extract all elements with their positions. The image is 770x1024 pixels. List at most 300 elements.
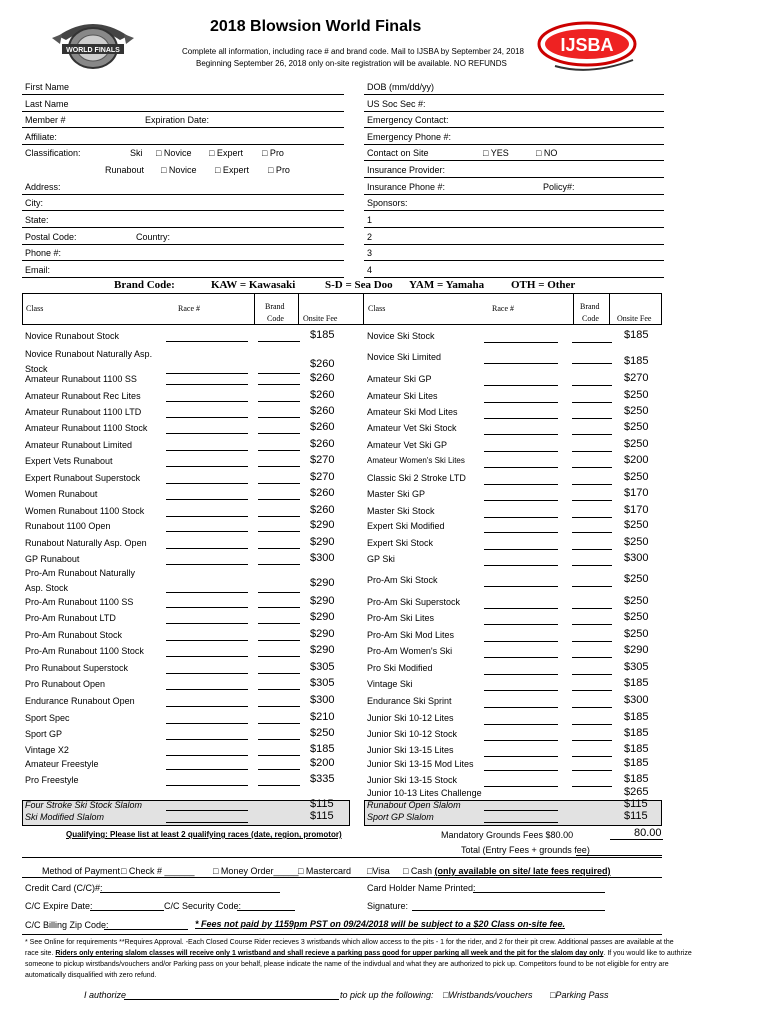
left-class-fee-3: $260: [310, 389, 335, 401]
right-brand-field-22[interactable]: [572, 724, 612, 725]
left-class-fee-24: $185: [310, 743, 335, 755]
ijsba-logo-text: IJSBA: [560, 35, 614, 55]
note-line-2: race site. Riders only entering slalom classes will receive only 1 wristband and shall recieve a parking pass good for upper parking all week and the pit for the slalom day only. If you would like to authrize: [25, 950, 692, 957]
right-race-field-18[interactable]: [484, 657, 558, 658]
right-brand-field-13[interactable]: [572, 565, 612, 566]
left-race-field-20[interactable]: [166, 689, 248, 690]
runabout-pro-checkbox[interactable]: □ Pro: [268, 165, 290, 175]
slalom-left-fee-0: $115: [310, 798, 334, 810]
right-class-fee-9: $170: [624, 487, 649, 499]
personal-left-label-1: Last Name: [25, 99, 69, 109]
right-brand-field-25[interactable]: [572, 770, 612, 771]
personal-left-field-8[interactable]: [22, 227, 344, 228]
left-fee-header: Onsite Fee: [303, 314, 338, 323]
personal-right-field-6[interactable]: [364, 194, 664, 195]
left-code-header: Code: [267, 314, 284, 323]
right-brand-field-5[interactable]: [572, 434, 612, 435]
right-class-fee-7: $200: [624, 454, 649, 466]
right-class-name-5: Amateur Vet Ski Stock: [367, 423, 457, 433]
personal-right-label-5: Insurance Provider:: [367, 165, 446, 175]
slalom-left-race-field-1[interactable]: [166, 822, 248, 823]
right-race-header: Race #: [492, 304, 514, 313]
right-class-fee-0: $185: [624, 329, 649, 341]
right-race-field-22[interactable]: [484, 724, 558, 725]
personal-right-field-8[interactable]: [364, 227, 664, 228]
instruction-line-1: Complete all information, including race # and brand code. Mail to IJSBA by September 24, 2018: [182, 47, 524, 56]
left-race-field-26[interactable]: [166, 785, 248, 786]
personal-left-label-6: Address:: [25, 182, 61, 192]
personal-left-field-0[interactable]: [22, 94, 344, 95]
left-class-fee-8: $270: [310, 471, 335, 483]
right-brand-field-11[interactable]: [572, 532, 612, 533]
personal-left-label-4: Classification:: [25, 148, 81, 158]
right-race-field-20[interactable]: [484, 690, 558, 691]
right-class-fee-27: $265: [624, 786, 649, 798]
country-label: Country:: [136, 232, 171, 242]
right-brand-field-1[interactable]: [572, 363, 612, 364]
left-race-field-7[interactable]: [166, 466, 248, 467]
left-brand-field-11[interactable]: [258, 531, 300, 532]
right-race-field-17[interactable]: [484, 641, 558, 642]
left-class-name-3: Amateur Runabout Rec Lites: [25, 391, 141, 401]
personal-right-field-7[interactable]: [364, 210, 664, 211]
personal-left-label-8: State:: [25, 215, 49, 225]
personal-right-field-10[interactable]: [364, 260, 664, 261]
right-brand-field-18[interactable]: [572, 657, 612, 658]
mandatory-fee-value: 80.00: [634, 827, 662, 839]
left-class-name-18: Pro-Am Runabout 1100 Stock: [25, 646, 144, 656]
left-race-field-12[interactable]: [166, 548, 248, 549]
right-class-fee-15: $250: [624, 595, 649, 607]
left-race-field-22[interactable]: [166, 723, 248, 724]
left-brand-field-8[interactable]: [258, 483, 300, 484]
right-brand-field-21[interactable]: [572, 707, 612, 708]
left-brand-field-26[interactable]: [258, 785, 300, 786]
left-race-field-17[interactable]: [166, 640, 248, 641]
right-race-field-3[interactable]: [484, 402, 558, 403]
left-race-field-2[interactable]: [166, 384, 248, 385]
authorize-name-field[interactable]: [124, 999, 339, 1000]
left-race-field-6[interactable]: [166, 450, 248, 451]
brand-code-seadoo: S-D = Sea Doo: [325, 279, 393, 291]
slalom-right-name-1: Sport GP Slalom: [367, 812, 434, 822]
left-class-name-9: Women Runabout: [25, 489, 98, 499]
left-class-fee-11: $290: [310, 519, 335, 531]
left-race-field-18[interactable]: [166, 656, 248, 657]
personal-left-field-7[interactable]: [22, 210, 344, 211]
left-class-name-1: Novice Runabout Naturally Asp. Stock: [25, 349, 153, 374]
right-race-field-13[interactable]: [484, 565, 558, 566]
right-race-field-7[interactable]: [484, 467, 558, 468]
right-class-name-16: Pro-Am Ski Lites: [367, 613, 435, 623]
left-race-field-0[interactable]: [166, 341, 248, 342]
left-brand-field-3[interactable]: [258, 401, 300, 402]
left-class-fee-14: $290: [310, 577, 335, 589]
right-race-field-6[interactable]: [484, 451, 558, 452]
left-race-field-14[interactable]: [166, 592, 248, 593]
money-order-option[interactable]: □ Money Order_____: [213, 866, 299, 876]
left-class-fee-22: $210: [310, 711, 335, 723]
left-brand-field-15[interactable]: [258, 607, 300, 608]
right-class-fee-18: $290: [624, 644, 649, 656]
left-class-fee-9: $260: [310, 487, 335, 499]
wristbands-option[interactable]: □Wristbands/vouchers: [443, 990, 533, 1000]
note-line-4: automatically disqualified with zero refund.: [25, 972, 157, 979]
authorize-label: I authorize: [84, 990, 127, 1000]
runabout-expert-checkbox[interactable]: □ Expert: [215, 165, 249, 175]
mandatory-fee-label: Mandatory Grounds Fees $80.00: [441, 830, 574, 840]
left-brand-field-17[interactable]: [258, 640, 300, 641]
left-class-name-19: Pro Runabout Superstock: [25, 663, 129, 673]
right-class-fee-4: $250: [624, 405, 649, 417]
right-brand-field-10[interactable]: [572, 517, 612, 518]
left-brand-field-6[interactable]: [258, 450, 300, 451]
ijsba-logo: [535, 20, 645, 72]
left-brand-field-5[interactable]: [258, 433, 300, 434]
right-race-field-10[interactable]: [484, 517, 558, 518]
left-class-name-12: Runabout Naturally Asp. Open: [25, 538, 147, 548]
personal-right-field-2[interactable]: [364, 127, 664, 128]
personal-right-field-11[interactable]: [364, 277, 664, 278]
right-brand-field-20[interactable]: [572, 690, 612, 691]
left-brand-field-1[interactable]: [258, 373, 300, 374]
total-field[interactable]: [576, 855, 662, 856]
left-class-fee-17: $290: [310, 628, 335, 640]
left-class-fee-23: $250: [310, 727, 335, 739]
personal-right-field-0[interactable]: [364, 94, 664, 95]
right-brand-field-2[interactable]: [572, 385, 612, 386]
cc-zip-field[interactable]: [104, 929, 188, 930]
left-brand-field-2[interactable]: [258, 384, 300, 385]
right-fee-header: Onsite Fee: [617, 314, 652, 323]
right-brand-field-14[interactable]: [572, 586, 612, 587]
left-race-field-15[interactable]: [166, 607, 248, 608]
right-brand-field-17[interactable]: [572, 641, 612, 642]
contact-yes-checkbox[interactable]: □ YES: [483, 148, 509, 158]
personal-left-label-0: First Name: [25, 82, 70, 92]
right-class-fee-5: $250: [624, 421, 649, 433]
left-brand-field-22[interactable]: [258, 723, 300, 724]
right-race-field-5[interactable]: [484, 434, 558, 435]
right-class-name-8: Classic Ski 2 Stroke LTD: [367, 473, 466, 483]
left-brand-field-14[interactable]: [258, 592, 300, 593]
left-race-field-3[interactable]: [166, 401, 248, 402]
right-class-name-18: Pro-Am Women's Ski: [367, 646, 453, 656]
credit-card-field[interactable]: [100, 892, 280, 893]
right-race-field-24[interactable]: [484, 756, 558, 757]
left-class-fee-1: $260: [310, 358, 335, 370]
right-brand-field-26[interactable]: [572, 786, 612, 787]
right-brand-field-3[interactable]: [572, 402, 612, 403]
check-option[interactable]: □ Check # ______: [121, 866, 195, 876]
right-race-field-16[interactable]: [484, 624, 558, 625]
cash-option[interactable]: [403, 866, 611, 876]
right-class-name-26: Junior Ski 13-15 Stock: [367, 775, 458, 785]
slalom-right-fee-1: $115: [624, 810, 648, 822]
left-race-field-19[interactable]: [166, 673, 248, 674]
right-class-header: Class: [368, 304, 386, 313]
personal-right-label-7: Sponsors:: [367, 198, 408, 208]
left-class-name-2: Amateur Runabout 1100 SS: [25, 374, 137, 384]
left-class-name-23: Sport GP: [25, 729, 63, 739]
right-class-name-14: Pro-Am Ski Stock: [367, 575, 438, 585]
left-class-name-20: Pro Runabout Open: [25, 679, 106, 689]
right-class-name-23: Junior Ski 10-12 Stock: [367, 729, 458, 739]
right-class-name-11: Expert Ski Modified: [367, 521, 445, 531]
right-race-field-25[interactable]: [484, 770, 558, 771]
personal-right-field-3[interactable]: [364, 144, 664, 145]
personal-right-field-4[interactable]: [364, 160, 664, 161]
right-race-field-1[interactable]: [484, 363, 558, 364]
ski-label: Ski: [130, 148, 143, 158]
right-race-field-11[interactable]: [484, 532, 558, 533]
right-class-fee-23: $185: [624, 727, 649, 739]
right-race-field-2[interactable]: [484, 385, 558, 386]
right-brand-field-16[interactable]: [572, 624, 612, 625]
right-class-fee-25: $185: [624, 757, 649, 769]
brand-code-yamaha: YAM = Yamaha: [409, 279, 485, 291]
expiration-date-label: Expiration Date:: [145, 115, 210, 125]
right-class-fee-21: $300: [624, 694, 649, 706]
left-race-field-25[interactable]: [166, 769, 248, 770]
personal-right-field-1[interactable]: [364, 111, 664, 112]
slalom-left-race-field-0[interactable]: [166, 810, 248, 811]
right-class-fee-22: $185: [624, 711, 649, 723]
world-finals-logo-text: WORLD FINALS: [66, 47, 120, 54]
left-race-field-9[interactable]: [166, 499, 248, 500]
left-race-field-24[interactable]: [166, 755, 248, 756]
left-race-field-10[interactable]: [166, 516, 248, 517]
qualifying-note: Qualifying: Please list at least 2 qualifying races (date, region, promotor): [66, 830, 342, 839]
right-brand-field-19[interactable]: [572, 674, 612, 675]
left-class-fee-16: $290: [310, 611, 335, 623]
left-brand-field-7[interactable]: [258, 466, 300, 467]
left-brand-field-13[interactable]: [258, 564, 300, 565]
mastercard-option[interactable]: □ Mastercard: [298, 866, 351, 876]
right-class-fee-2: $270: [624, 372, 649, 384]
right-class-fee-1: $185: [624, 355, 649, 367]
personal-left-field-11[interactable]: [22, 277, 344, 278]
left-class-name-11: Runabout 1100 Open: [25, 521, 111, 531]
left-class-fee-5: $260: [310, 421, 335, 433]
total-label: Total (Entry Fees + grounds fee): [461, 845, 590, 855]
left-brand-field-0[interactable]: [258, 341, 300, 342]
right-class-name-3: Amateur Ski Lites: [367, 391, 438, 401]
personal-left-field-9[interactable]: [22, 244, 344, 245]
left-class-name-24: Vintage X2: [25, 745, 69, 755]
right-race-field-12[interactable]: [484, 549, 558, 550]
left-race-field-8[interactable]: [166, 483, 248, 484]
left-class-name-8: Expert Runabout Superstock: [25, 473, 141, 483]
left-class-name-25: Amateur Freestyle: [25, 759, 99, 769]
right-brand-field-0[interactable]: [572, 342, 612, 343]
right-class-name-12: Expert Ski Stock: [367, 538, 434, 548]
right-race-field-21[interactable]: [484, 707, 558, 708]
slalom-right-race-field-0[interactable]: [484, 810, 558, 811]
left-class-fee-4: $260: [310, 405, 335, 417]
right-class-name-20: Vintage Ski: [367, 679, 413, 689]
ski-pro-checkbox[interactable]: □ Pro: [262, 148, 284, 158]
runabout-label: Runabout: [105, 165, 145, 175]
slalom-left-name-1: Ski Modified Slalom: [25, 812, 105, 822]
note-line-3: someone to pickup wirstbands/vouchers and/or Parking pass on your behalf, please indicate the name of the indivdual and what they are authorized to pick up. Competitors found to be not eligible for entry are: [25, 961, 669, 968]
left-brand-field-16[interactable]: [258, 623, 300, 624]
runabout-novice-checkbox[interactable]: □ Novice: [161, 165, 197, 175]
left-race-field-4[interactable]: [166, 417, 248, 418]
left-class-fee-25: $200: [310, 757, 335, 769]
left-class-name-14: Pro-Am Runabout Naturally Asp. Stock: [25, 568, 136, 593]
personal-right-label-3: Emergency Phone #:: [367, 132, 452, 142]
left-class-fee-21: $300: [310, 694, 335, 706]
right-class-fee-10: $170: [624, 504, 649, 516]
personal-left-label-11: Email:: [25, 265, 51, 275]
right-class-fee-24: $185: [624, 743, 649, 755]
left-class-fee-19: $305: [310, 661, 335, 673]
right-class-fee-13: $300: [624, 552, 649, 564]
cc-zip-label: C/C Billing Zip Code:: [25, 920, 109, 930]
left-brand-field-10[interactable]: [258, 516, 300, 517]
left-class-fee-12: $290: [310, 536, 335, 548]
slalom-right-fee-0: $115: [624, 798, 648, 810]
slalom-left-name-0: Four Stroke Ski Stock Slalom: [25, 800, 143, 810]
left-class-name-16: Pro-Am Runabout LTD: [25, 613, 116, 623]
left-brand-field-4[interactable]: [258, 417, 300, 418]
left-class-header: Class: [26, 304, 44, 313]
right-race-field-26[interactable]: [484, 786, 558, 787]
right-class-name-0: Novice Ski Stock: [367, 331, 435, 341]
personal-left-field-10[interactable]: [22, 260, 344, 261]
instruction-line-2: Beginning September 26, 2018 only on-site registration will be available. NO REFUNDS: [196, 59, 507, 68]
left-class-fee-26: $335: [310, 773, 335, 785]
right-brand-field-8[interactable]: [572, 484, 612, 485]
left-class-fee-15: $290: [310, 595, 335, 607]
left-class-name-10: Women Runabout 1100 Stock: [25, 506, 145, 516]
personal-left-field-3[interactable]: [22, 144, 344, 145]
cc-security-field[interactable]: [237, 910, 295, 911]
left-brand-field-19[interactable]: [258, 673, 300, 674]
left-brand-field-21[interactable]: [258, 706, 300, 707]
right-brand-field-4[interactable]: [572, 418, 612, 419]
left-brand-field-18[interactable]: [258, 656, 300, 657]
slalom-left-fee-1: $115: [310, 810, 334, 822]
personal-right-field-9[interactable]: [364, 244, 664, 245]
left-race-field-1[interactable]: [166, 373, 248, 374]
right-brand-field-15[interactable]: [572, 608, 612, 609]
right-class-fee-20: $185: [624, 677, 649, 689]
left-class-fee-7: $270: [310, 454, 335, 466]
left-race-field-13[interactable]: [166, 564, 248, 565]
left-class-name-6: Amateur Runabout Limited: [25, 440, 133, 450]
left-race-field-21[interactable]: [166, 706, 248, 707]
right-class-name-13: GP Ski: [367, 554, 395, 564]
card-holder-field[interactable]: [473, 892, 605, 893]
right-class-fee-17: $250: [624, 628, 649, 640]
left-brand-field-25[interactable]: [258, 769, 300, 770]
left-class-name-15: Pro-Am Runabout 1100 SS: [25, 597, 134, 607]
left-brand-field-9[interactable]: [258, 499, 300, 500]
right-race-field-19[interactable]: [484, 674, 558, 675]
left-class-name-21: Endurance Runabout Open: [25, 696, 135, 706]
left-brand-field-24[interactable]: [258, 755, 300, 756]
left-race-field-5[interactable]: [166, 433, 248, 434]
pickup-label: to pick up the following:: [340, 990, 434, 1000]
personal-right-label-11: 4: [367, 265, 373, 275]
left-brand-field-12[interactable]: [258, 548, 300, 549]
right-race-field-15[interactable]: [484, 608, 558, 609]
personal-left-field-2[interactable]: [22, 127, 344, 128]
right-class-name-6: Amateur Vet Ski GP: [367, 440, 448, 450]
left-class-fee-20: $305: [310, 677, 335, 689]
card-holder-label: Card Holder Name Printed:: [367, 883, 476, 893]
right-brand-field-6[interactable]: [572, 451, 612, 452]
left-race-header: Race #: [178, 304, 200, 313]
right-class-name-21: Endurance Ski Sprint: [367, 696, 452, 706]
slalom-right-race-field-1[interactable]: [484, 822, 558, 823]
left-brand-field-23[interactable]: [258, 739, 300, 740]
left-class-fee-6: $260: [310, 438, 335, 450]
right-brand-field-9[interactable]: [572, 500, 612, 501]
address-line-2[interactable]: [22, 194, 344, 195]
right-race-field-0[interactable]: [484, 342, 558, 343]
left-class-name-26: Pro Freestyle: [25, 775, 79, 785]
left-race-field-16[interactable]: [166, 623, 248, 624]
left-brand-field-20[interactable]: [258, 689, 300, 690]
brand-code-other: OTH = Other: [511, 279, 576, 291]
right-race-field-23[interactable]: [484, 740, 558, 741]
left-race-field-23[interactable]: [166, 739, 248, 740]
parking-pass-option[interactable]: □Parking Pass: [550, 990, 609, 1000]
right-class-name-19: Pro Ski Modified: [367, 663, 433, 673]
signature-field[interactable]: [412, 910, 605, 911]
right-class-fee-6: $250: [624, 438, 649, 450]
left-class-name-4: Amateur Runabout 1100 LTD: [25, 407, 142, 417]
personal-left-label-10: Phone #:: [25, 248, 62, 258]
right-class-fee-11: $250: [624, 519, 649, 531]
left-class-name-7: Expert Vets Runabout: [25, 456, 113, 466]
personal-left-field-1[interactable]: [22, 111, 344, 112]
ski-expert-checkbox[interactable]: □ Expert: [209, 148, 243, 158]
right-class-fee-3: $250: [624, 389, 649, 401]
contact-no-checkbox[interactable]: □ NO: [536, 148, 558, 158]
cc-expire-field[interactable]: [90, 910, 164, 911]
personal-left-label-7: City:: [25, 198, 43, 208]
right-brand-field-23[interactable]: [572, 740, 612, 741]
late-fee-note: * Fees not paid by 1159pm PST on 09/24/2018 will be subject to a $20 Class on-site fee.: [195, 919, 565, 929]
right-class-fee-14: $250: [624, 573, 649, 585]
right-brand-field-7[interactable]: [572, 467, 612, 468]
right-race-field-14[interactable]: [484, 586, 558, 587]
note-line-1: * See Online for requirements **Requires Approval. -Each Closed Course Rider recieves 3 wristbands which allow access to the pits - 1 for the rider, and 2 for their pit crew. Additional passes are available at the: [25, 939, 674, 946]
right-class-name-24: Junior Ski 13-15 Lites: [367, 745, 454, 755]
right-class-name-25: Junior Ski 13-15 Mod Lites: [367, 759, 474, 769]
cash-note: (only available on site/ late fees required): [434, 866, 611, 876]
right-race-field-8[interactable]: [484, 484, 558, 485]
right-class-name-17: Pro-Am Ski Mod Lites: [367, 630, 455, 640]
cc-expire-label: C/C Expire Date:: [25, 901, 93, 911]
right-class-name-15: Pro-Am Ski Superstock: [367, 597, 461, 607]
visa-option[interactable]: □Visa: [367, 866, 390, 876]
personal-right-label-4: Contact on Site: [367, 148, 429, 158]
personal-right-field-5[interactable]: [364, 177, 664, 178]
right-race-field-4[interactable]: [484, 418, 558, 419]
right-class-name-27: Junior 10-13 Lites Challenge: [367, 788, 482, 798]
personal-left-label-3: Affiliate:: [25, 132, 57, 142]
right-brand-field-24[interactable]: [572, 756, 612, 757]
left-race-field-11[interactable]: [166, 531, 248, 532]
ski-novice-checkbox[interactable]: □ Novice: [156, 148, 192, 158]
right-race-field-9[interactable]: [484, 500, 558, 501]
right-brand-field-12[interactable]: [572, 549, 612, 550]
